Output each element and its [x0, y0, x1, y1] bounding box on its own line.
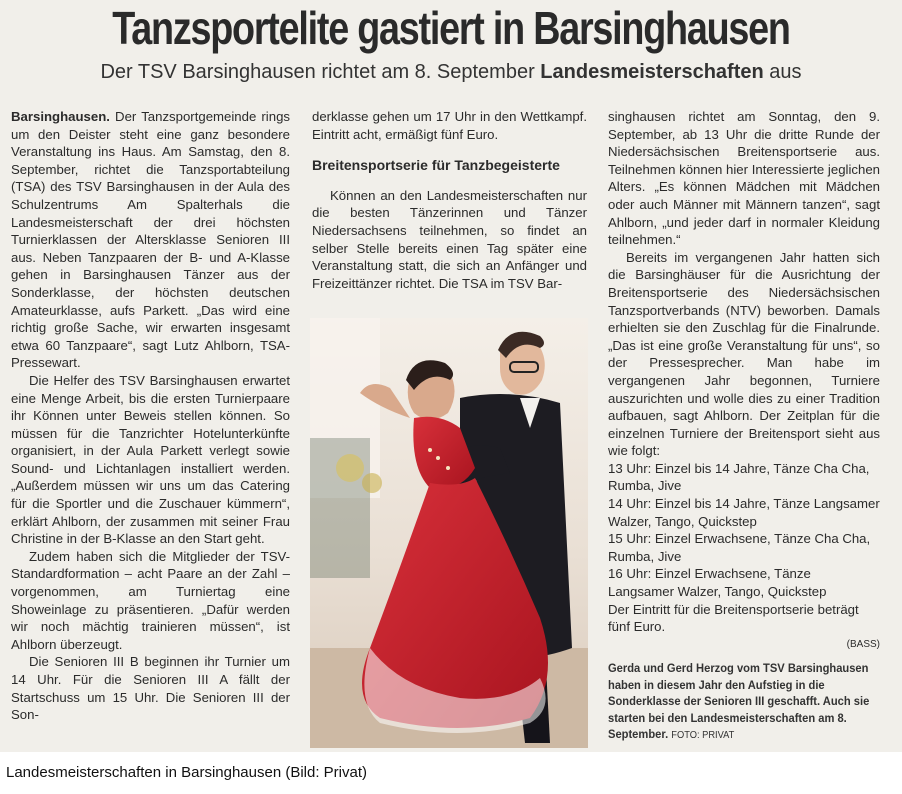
paragraph: Zudem haben sich die Mitglieder der TSV-Standardformation – acht Paare an der Zahl – vorgenommen, am Turniertag eine Showeinlage zu präsentieren. „Dafür werden wir noch mächtig trainieren müssen“, ist Ahlborn überzeugt. — [11, 548, 290, 652]
photo-credit: FOTO: PRIVAT — [671, 730, 735, 741]
paragraph: Die Helfer des TSV Barsinghausen erwartet eine Menge Arbeit, bis die ersten Turnierpaare ihr Können unter Beweis stellen können. So müssen für die Tanzrichter Hotelunterkünfte organisiert, in der Aula Parkett verlegt sowie Sound- und Lichtanlagen installiert werden. „Außerdem müssen wir uns um das Catering für die Sportler und die Zuschauer kümmern“, erklärt Ahlborn, der zusammen mit seiner Frau Christine in der B-Klasse an den Start geht. — [11, 372, 290, 547]
subheadline-bold: Landesmeisterschaften — [540, 61, 764, 83]
paragraph-text: Der Tanzsportgemeinde rings um den Deister steht eine ganz besondere Veranstaltung ins Haus. Am Samstag, den 8. September, richtet die Tanzsportabteilung (TSA) des TSV Barsinghausen in der Aula des Schulzentrums Am Spalterhals die Landesmeisterschaft der drei höchsten Turnierklassen der Altersklasse Senioren III aus. Neben Tanzpaaren der B- und A-Klasse gehen in Barsinghausen Tänzer aus der Sonderklasse, der höchsten deutschen Amateurklasse, aufs Parkett. „Das wird eine richtig große Sache, wir erwarten insgesamt etwa 60 Tanzpaare“, sagt Lutz Ahlborn, TSA-Pressewart. — [11, 109, 290, 371]
caption-text: Gerda und Gerd Herzog vom TSV Barsinghausen haben in diesem Jahr den Aufstieg in die Sonderklasse der Senioren III geschafft. Auch sie starten bei den Landesmeisterschaften am 8. September. — [608, 661, 870, 741]
schedule-item: Der Eintritt für die Breitensportserie beträgt fünf Euro. — [608, 601, 859, 635]
paragraph: derklasse gehen um 17 Uhr in den Wettkampf. Eintritt acht, ermäßigt fünf Euro. — [312, 109, 587, 142]
dancers-photo — [310, 318, 588, 748]
image-caption: Landesmeisterschaften in Barsinghausen (Bild: Privat) — [6, 764, 368, 781]
section-subheading: Breitensportserie für Tanzbegeisterte — [312, 157, 560, 174]
image-caption-bar — [0, 752, 902, 794]
paragraph: singhausen richtet am Sonntag, den 9. September, ab 13 Uhr die dritte Runde der Niedersächsischen Breitensportserie aus. Teilnehmen können hier Interessierte jeglichen Alters. „Es können Mädchen mit Mädchen oder auch Männer mit Männern tanzen“, sagt Ahlborn, „und jeder darf in normaler Kleidung teilnehmen.“ — [608, 109, 880, 248]
dateline: Barsinghausen. — [11, 109, 110, 124]
article-column-3 — [608, 108, 880, 653]
schedule-item: 13 Uhr: Einzel bis 14 Jahre, Tänze Cha Cha, Rumba, Jive — [608, 460, 870, 494]
photo-caption — [608, 660, 870, 745]
article-column-2 — [312, 108, 587, 292]
dancing-couple-illustration — [310, 318, 588, 748]
subheadline-prefix: Der TSV Barsinghausen richtet am 8. September — [100, 61, 541, 83]
schedule-item: 16 Uhr: Einzel Erwachsene, Tänze Langsamer Walzer, Tango, Quickstep — [608, 566, 827, 600]
paragraph: Die Senioren III B beginnen ihr Turnier um 14 Uhr. Für die Senioren III A fällt der Startschuss um 15 Uhr. Die Senioren III der Son- — [11, 654, 290, 723]
subheadline-suffix: aus — [763, 61, 802, 83]
paragraph: Bereits im vergangenen Jahr hatten sich die Barsinghäuser für die Ausrichtung der Breitensportserie des Niedersächsischen Tanzsportverbands (NTV) beworben. Damals erhielten sie den Zuschlag für die Finalrunde. „Das ist eine große Veranstaltung für uns“, so der Pressesprecher. Man habe im vergangenen Jahr begonnen, Turniere auszurichten und wolle dies zu einer Tradition aufbauen, sagt Ahlborn. Der Zeitplan für die einzelnen Turniere der Breitensport sieht aus wie folgt: — [608, 249, 880, 459]
author-credit: (BASS) — [846, 638, 880, 650]
article-headline: Tanzsportelite gastiert in Barsinghausen — [112, 2, 790, 54]
schedule-item: 15 Uhr: Einzel Erwachsene, Tänze Cha Cha, Rumba, Jive — [608, 531, 871, 564]
article-column-1 — [11, 108, 290, 724]
paragraph — [11, 108, 290, 372]
paragraph: Können an den Landesmeisterschaften nur die besten Tänzerinnen und Tänzer Niedersachsens teilnehmen, so findet an selber Stelle bereits einen Tag später eine Veranstaltung statt, die sich an Anfänger und Freizeittänzer richtet. Die TSA im TSV Bar- — [312, 187, 587, 291]
article-subheadline — [0, 60, 902, 84]
schedule-item: 14 Uhr: Einzel bis 14 Jahre, Tänze Langsamer Walzer, Tango, Quickstep — [608, 496, 880, 529]
